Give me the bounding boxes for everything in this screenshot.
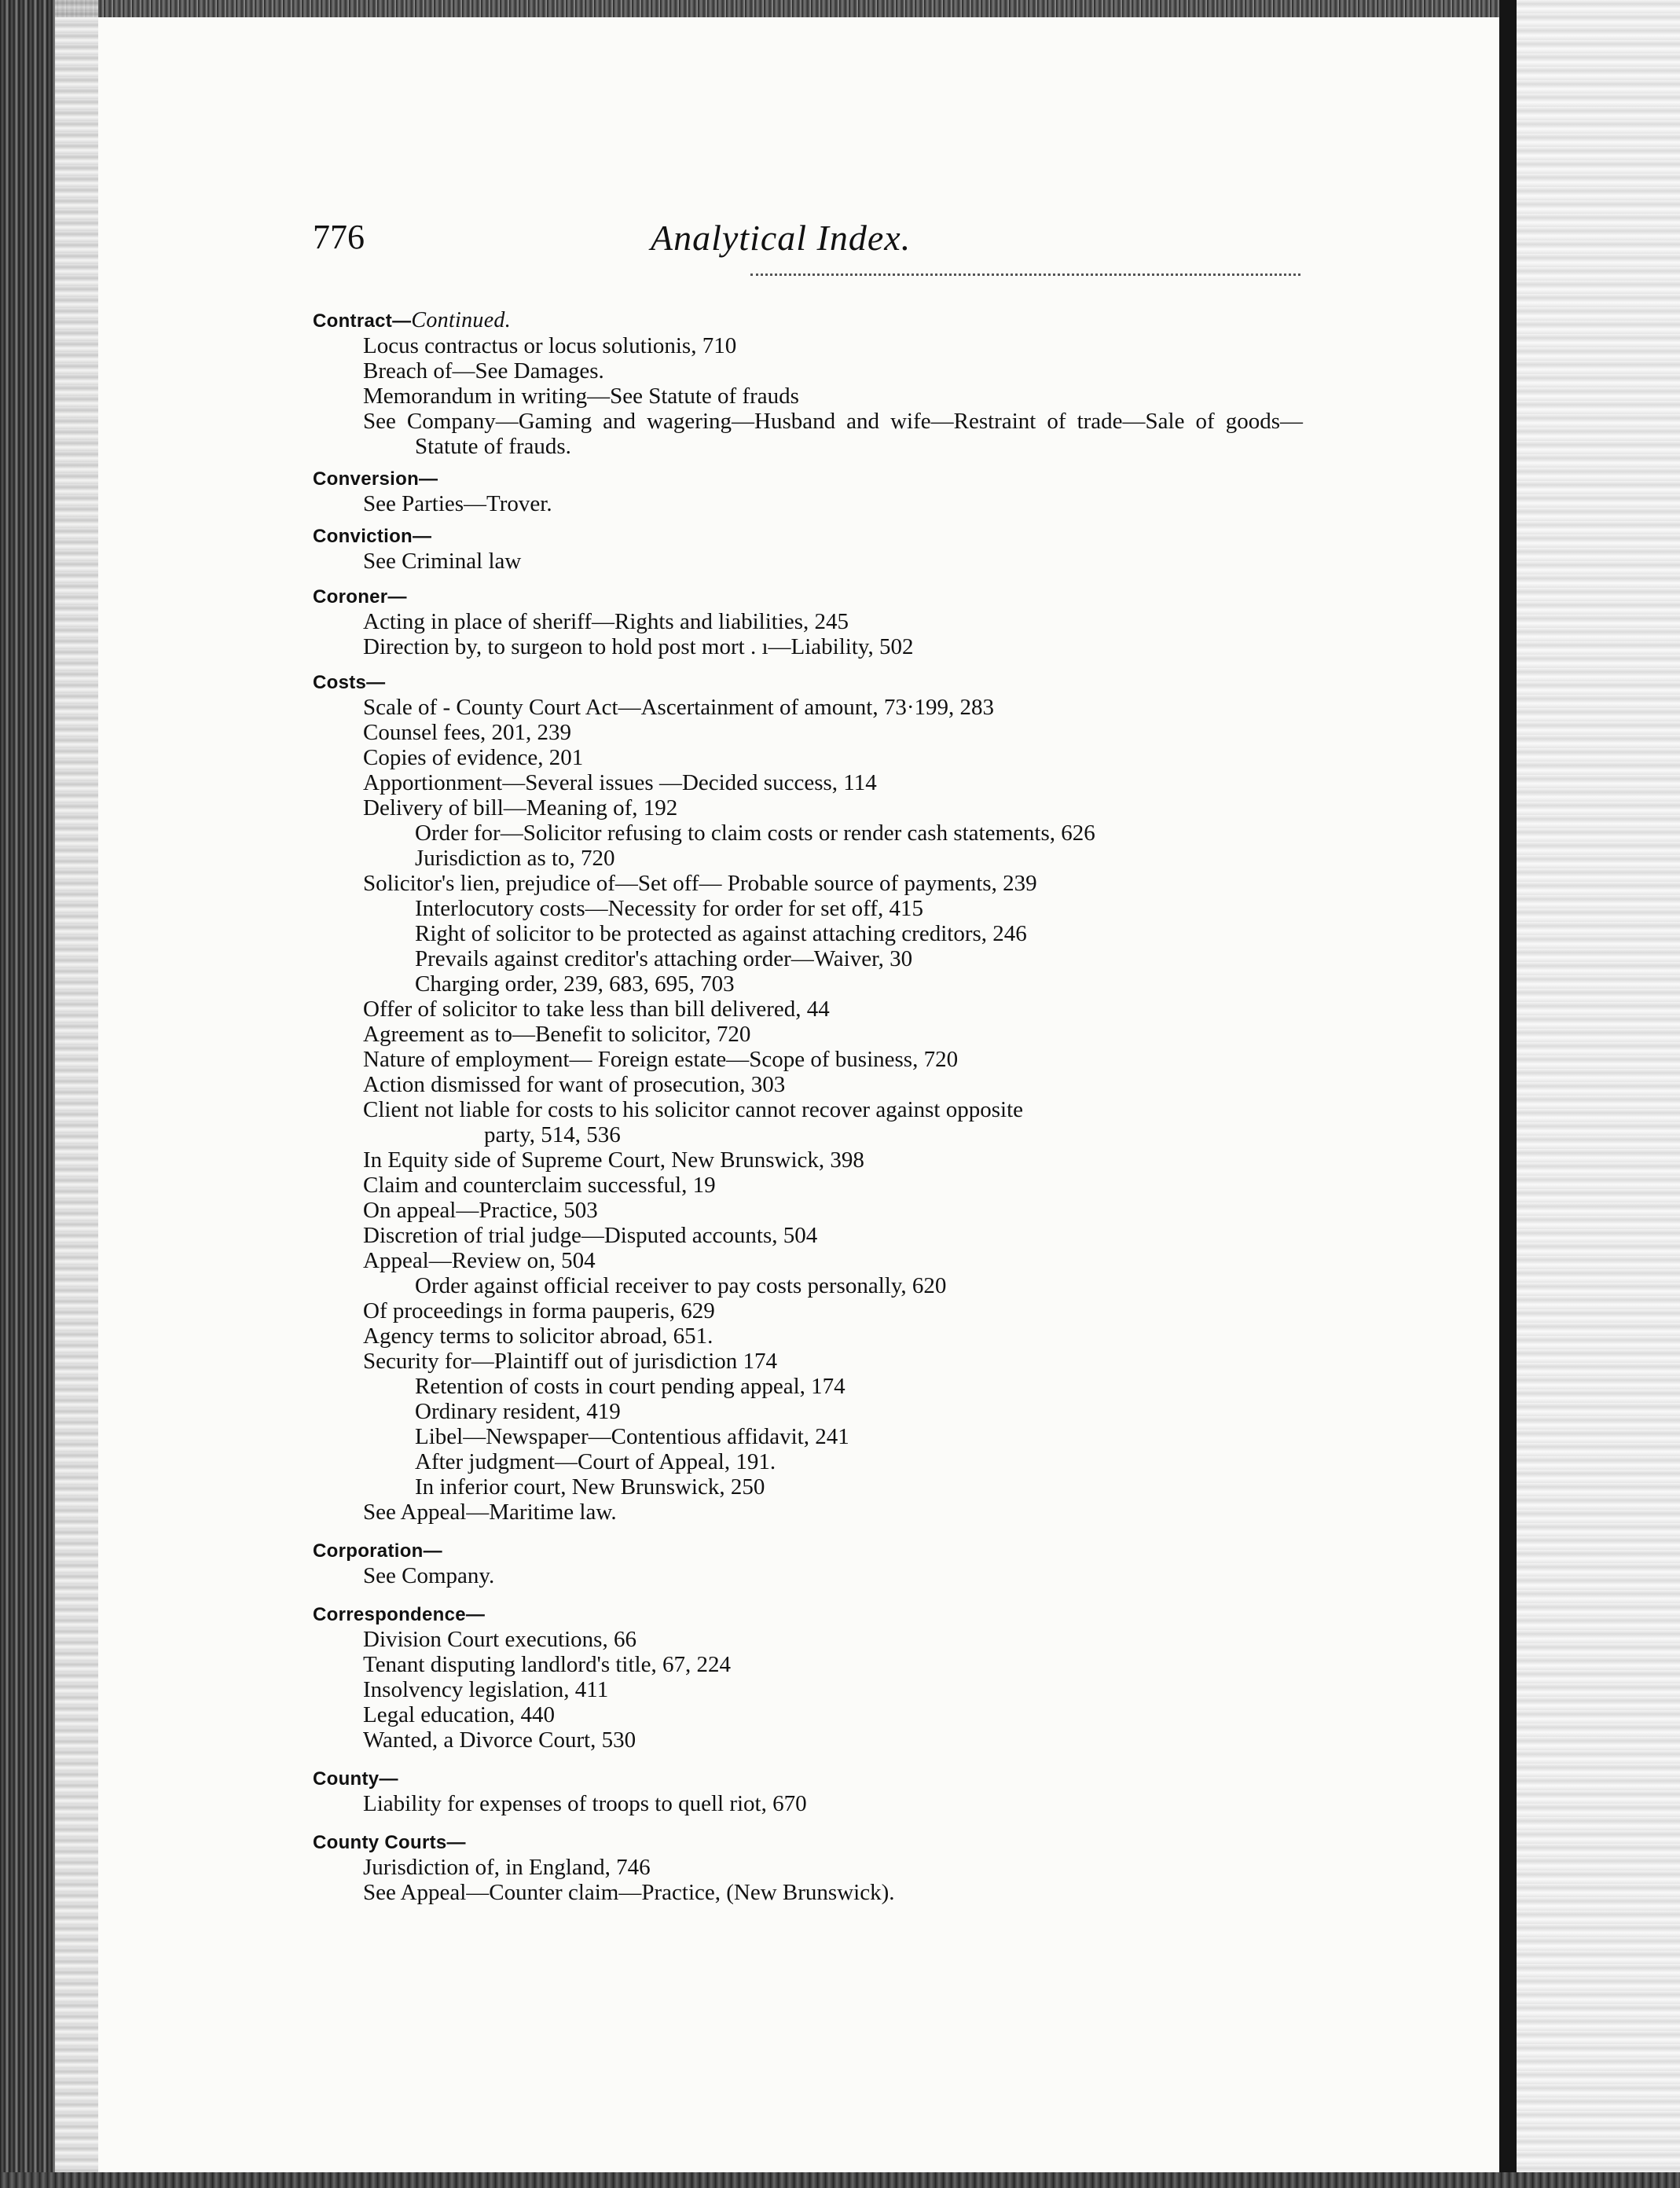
- entry-heading: [313, 1830, 1303, 1855]
- scan-shadow-right: [1517, 0, 1680, 2188]
- entry-line: Acting in place of sheriff—Rights and liabilities, 245: [363, 609, 849, 634]
- entry-line: Tenant disputing landlord's title, 67, 224: [363, 1652, 731, 1677]
- entry-line: See Criminal law: [363, 549, 522, 574]
- entry-line: Right of solicitor to be protected as against attaching creditors, 246: [415, 921, 1027, 946]
- entry-line: Memorandum in writing—See Statute of frauds: [363, 384, 799, 409]
- entry-heading: [313, 670, 1303, 695]
- index-entry: [313, 467, 1303, 516]
- entry-line: Ordinary resident, 419: [415, 1399, 621, 1424]
- index-entry: [313, 585, 1303, 659]
- running-title: Analytical Index.: [651, 218, 912, 258]
- index-entry: [313, 308, 1303, 459]
- entry-line: Wanted, a Divorce Court, 530: [363, 1727, 636, 1753]
- entry-heading-text: Conviction—: [313, 526, 432, 547]
- entry-line: Order against official receiver to pay costs personally, 620: [415, 1273, 947, 1298]
- scan-edge-right: [1499, 0, 1517, 2188]
- entry-line: Direction by, to surgeon to hold post mort . ı—Liability, 502: [363, 634, 914, 659]
- entry-line: Nature of employment— Foreign estate—Scope of business, 720: [363, 1047, 959, 1072]
- header-rule: [750, 274, 1300, 276]
- scan-edge-bottom: [0, 2172, 1680, 2188]
- entry-heading-text: Conversion—: [313, 468, 438, 490]
- entry-heading-text: Costs—: [313, 672, 386, 693]
- index-entry: [313, 1767, 1303, 1816]
- entry-line: Of proceedings in forma pauperis, 629: [363, 1298, 715, 1323]
- entry-line: Legal education, 440: [363, 1702, 555, 1727]
- scan-edge-left: [0, 0, 55, 2188]
- entry-line: Jurisdiction of, in England, 746: [363, 1855, 651, 1880]
- scan-shadow-left: [55, 0, 98, 2188]
- entry-line: Agreement as to—Benefit to solicitor, 720: [363, 1022, 751, 1047]
- entry-line: Division Court executions, 66: [363, 1627, 636, 1652]
- entry-line: Agency terms to solicitor abroad, 651.: [363, 1323, 713, 1349]
- entry-heading-text: Contract—: [313, 310, 412, 332]
- entry-line: Discretion of trial judge—Disputed accounts, 504: [363, 1223, 818, 1248]
- entry-line: Action dismissed for want of prosecution, 303: [363, 1072, 786, 1097]
- index-body: [313, 308, 1303, 1913]
- entry-line: See Appeal—Counter claim—Practice, (New Brunswick).: [363, 1880, 895, 1905]
- entry-heading: [313, 1602, 1303, 1627]
- page-header: [313, 217, 1303, 264]
- index-entry: [313, 1539, 1303, 1588]
- entry-heading-continued: Continued.: [411, 308, 512, 332]
- entry-line: Locus contractus or locus solutionis, 710: [363, 333, 737, 358]
- entry-line: Claim and counterclaim successful, 19: [363, 1173, 716, 1198]
- entry-line: Retention of costs in court pending appeal, 174: [415, 1374, 846, 1399]
- entry-heading: [313, 1767, 1303, 1791]
- entry-line: In inferior court, New Brunswick, 250: [415, 1474, 765, 1500]
- entry-heading: [313, 524, 1303, 549]
- entry-line: Client not liable for costs to his solicitor cannot recover against opposite: [363, 1097, 1024, 1122]
- entry-line: Liability for expenses of troops to quell riot, 670: [363, 1791, 807, 1816]
- entry-line: Solicitor's lien, prejudice of—Set off— Probable source of payments, 239: [363, 871, 1037, 896]
- entry-heading-text: County Courts—: [313, 1832, 466, 1853]
- entry-line: Scale of - County Court Act—Ascertainment of amount, 73·199, 283: [363, 695, 994, 720]
- entry-heading-text: Correspondence—: [313, 1604, 486, 1625]
- entry-heading: [313, 308, 1303, 333]
- index-entry: [313, 524, 1303, 574]
- entry-line: See Company—Gaming and wagering—Husband and wife—Restraint of trade—Sale of goods—Statute of frauds.: [363, 409, 1303, 459]
- entry-line: Insolvency legislation, 411: [363, 1677, 609, 1702]
- entry-line: Delivery of bill—Meaning of, 192: [363, 795, 678, 820]
- entry-line: After judgment—Court of Appeal, 191.: [415, 1449, 776, 1474]
- index-entry: [313, 1830, 1303, 1905]
- entry-line: Security for—Plaintiff out of jurisdiction 174: [363, 1349, 778, 1374]
- entry-line: See Appeal—Maritime law.: [363, 1500, 617, 1525]
- scan-edge-top: [0, 0, 1680, 17]
- entry-line: Libel—Newspaper—Contentious affidavit, 241: [415, 1424, 849, 1449]
- entry-line: See Parties—Trover.: [363, 491, 552, 516]
- entry-line: Prevails against creditor's attaching order—Waiver, 30: [415, 946, 913, 971]
- entry-line: Apportionment—Several issues —Decided success, 114: [363, 770, 877, 795]
- entry-line: Breach of—See Damages.: [363, 358, 604, 384]
- page-number: 776: [313, 218, 365, 256]
- entry-line: Copies of evidence, 201: [363, 745, 584, 770]
- entry-line: Order for—Solicitor refusing to claim costs or render cash statements, 626: [415, 820, 1095, 846]
- entry-line: Jurisdiction as to, 720: [415, 846, 615, 871]
- entry-heading: [313, 1539, 1303, 1563]
- entry-line: party, 514, 536: [484, 1122, 621, 1147]
- entry-heading: [313, 467, 1303, 491]
- entry-line: Interlocutory costs—Necessity for order for set off, 415: [415, 896, 923, 921]
- entry-heading: [313, 585, 1303, 609]
- entry-line: In Equity side of Supreme Court, New Brunswick, 398: [363, 1147, 864, 1173]
- entry-line: See Company.: [363, 1563, 495, 1588]
- entry-heading-text: County—: [313, 1768, 398, 1790]
- entry-heading-text: Corporation—: [313, 1540, 442, 1562]
- entry-line: Charging order, 239, 683, 695, 703: [415, 971, 735, 997]
- entry-line: On appeal—Practice, 503: [363, 1198, 598, 1223]
- entry-line: Appeal—Review on, 504: [363, 1248, 596, 1273]
- entry-heading-text: Coroner—: [313, 586, 407, 608]
- entry-line: Offer of solicitor to take less than bill delivered, 44: [363, 997, 830, 1022]
- index-entry: [313, 1602, 1303, 1753]
- entry-line: Counsel fees, 201, 239: [363, 720, 571, 745]
- index-entry: [313, 670, 1303, 1525]
